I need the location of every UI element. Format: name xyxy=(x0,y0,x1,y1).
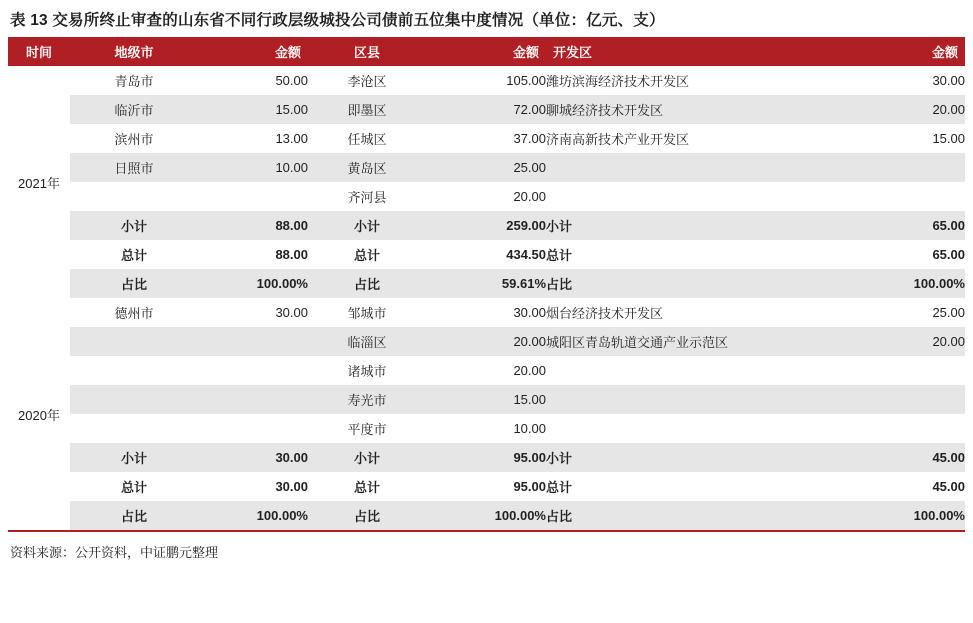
summary-row-share xyxy=(8,501,965,530)
cell-city-amount xyxy=(198,356,308,385)
cell-zone xyxy=(546,182,836,211)
table-row xyxy=(8,153,965,182)
label-total-district: 总计 xyxy=(308,472,426,501)
cell-city: 青岛市 xyxy=(70,66,198,95)
cell-zone xyxy=(546,356,836,385)
year-label-2021: 2021年 xyxy=(8,66,70,298)
label-share-zone: 占比 xyxy=(546,269,836,298)
cell-district-amount: 15.00 xyxy=(426,385,546,414)
cell-city xyxy=(70,356,198,385)
cell-zone xyxy=(546,153,836,182)
cell-district: 寿光市 xyxy=(308,385,426,414)
column-header-city-amount: 金额 xyxy=(198,37,308,66)
cell-district: 平度市 xyxy=(308,414,426,443)
table-row xyxy=(8,385,965,414)
cell-zone: 烟台经济技术开发区 xyxy=(546,298,836,327)
label-subtotal-zone: 小计 xyxy=(546,211,836,240)
cell-zone-amount: 30.00 xyxy=(836,66,965,95)
column-header-zone: 开发区 xyxy=(546,37,836,66)
value-share-zone: 100.00% xyxy=(836,501,965,530)
cell-zone: 城阳区青岛轨道交通产业示范区 xyxy=(546,327,836,356)
value-share-zone: 100.00% xyxy=(836,269,965,298)
cell-zone-amount: 20.00 xyxy=(836,327,965,356)
cell-city: 滨州市 xyxy=(70,124,198,153)
summary-row-total xyxy=(8,472,965,501)
value-share-district: 59.61% xyxy=(426,269,546,298)
cell-city xyxy=(70,327,198,356)
cell-district: 邹城市 xyxy=(308,298,426,327)
table-row xyxy=(8,66,965,95)
value-subtotal-city: 88.00 xyxy=(198,211,308,240)
table-row xyxy=(8,124,965,153)
label-share-district: 占比 xyxy=(308,269,426,298)
summary-row-total xyxy=(8,240,965,269)
cell-city-amount: 10.00 xyxy=(198,153,308,182)
cell-zone: 潍坊滨海经济技术开发区 xyxy=(546,66,836,95)
table-row xyxy=(8,414,965,443)
table-row xyxy=(8,95,965,124)
summary-row-subtotal xyxy=(8,211,965,240)
column-header-zone-amount: 金额 xyxy=(836,37,965,66)
value-total-zone: 45.00 xyxy=(836,472,965,501)
cell-city: 日照市 xyxy=(70,153,198,182)
table-row xyxy=(8,182,965,211)
cell-zone xyxy=(546,414,836,443)
cell-district-amount: 25.00 xyxy=(426,153,546,182)
cell-city-amount xyxy=(198,414,308,443)
value-total-city: 88.00 xyxy=(198,240,308,269)
cell-district: 李沧区 xyxy=(308,66,426,95)
label-subtotal-city: 小计 xyxy=(70,443,198,472)
cell-district: 即墨区 xyxy=(308,95,426,124)
cell-district: 任城区 xyxy=(308,124,426,153)
cell-district-amount: 20.00 xyxy=(426,182,546,211)
summary-row-subtotal xyxy=(8,443,965,472)
table-row xyxy=(8,356,965,385)
label-total-zone: 总计 xyxy=(546,472,836,501)
cell-city-amount xyxy=(198,182,308,211)
value-subtotal-zone: 45.00 xyxy=(836,443,965,472)
column-header-time: 时间 xyxy=(8,37,70,66)
value-share-city: 100.00% xyxy=(198,269,308,298)
cell-zone-amount: 15.00 xyxy=(836,124,965,153)
value-subtotal-district: 95.00 xyxy=(426,443,546,472)
label-total-city: 总计 xyxy=(70,240,198,269)
label-subtotal-district: 小计 xyxy=(308,443,426,472)
cell-zone-amount xyxy=(836,385,965,414)
column-header-city: 地级市 xyxy=(70,37,198,66)
label-subtotal-district: 小计 xyxy=(308,211,426,240)
cell-district: 黄岛区 xyxy=(308,153,426,182)
source-note: 资料来源：公开资料，中证鹏元整理 xyxy=(10,545,219,560)
table-row xyxy=(8,327,965,356)
table-body xyxy=(8,66,965,530)
label-total-city: 总计 xyxy=(70,472,198,501)
cell-city: 临沂市 xyxy=(70,95,198,124)
cell-district-amount: 10.00 xyxy=(426,414,546,443)
value-total-district: 95.00 xyxy=(426,472,546,501)
cell-city-amount: 15.00 xyxy=(198,95,308,124)
label-subtotal-zone: 小计 xyxy=(546,443,836,472)
page-title: 表 13 交易所终止审查的山东省不同行政层级城投公司债前五位集中度情况（单位：亿元、支） xyxy=(10,12,665,29)
column-header-district: 区县 xyxy=(308,37,426,66)
header-row xyxy=(8,37,965,66)
cell-zone xyxy=(546,385,836,414)
cell-city-amount xyxy=(198,327,308,356)
value-share-city: 100.00% xyxy=(198,501,308,530)
cell-zone-amount: 20.00 xyxy=(836,95,965,124)
table-row xyxy=(8,298,965,327)
year-label-2020: 2020年 xyxy=(8,298,70,530)
table-container xyxy=(8,37,965,532)
column-header-district-amount: 金额 xyxy=(426,37,546,66)
cell-district-amount: 37.00 xyxy=(426,124,546,153)
cell-city-amount: 50.00 xyxy=(198,66,308,95)
cell-city xyxy=(70,414,198,443)
cell-city-amount xyxy=(198,385,308,414)
cell-zone-amount: 25.00 xyxy=(836,298,965,327)
label-total-district: 总计 xyxy=(308,240,426,269)
cell-city: 德州市 xyxy=(70,298,198,327)
summary-row-share xyxy=(8,269,965,298)
cell-city xyxy=(70,385,198,414)
value-total-zone: 65.00 xyxy=(836,240,965,269)
cell-district: 齐河县 xyxy=(308,182,426,211)
cell-city-amount: 30.00 xyxy=(198,298,308,327)
label-share-district: 占比 xyxy=(308,501,426,530)
cell-district-amount: 72.00 xyxy=(426,95,546,124)
concentration-table xyxy=(8,37,965,530)
cell-district: 诸城市 xyxy=(308,356,426,385)
value-total-city: 30.00 xyxy=(198,472,308,501)
cell-zone-amount xyxy=(836,182,965,211)
label-subtotal-city: 小计 xyxy=(70,211,198,240)
cell-district-amount: 30.00 xyxy=(426,298,546,327)
cell-zone-amount xyxy=(836,153,965,182)
cell-city xyxy=(70,182,198,211)
cell-city-amount: 13.00 xyxy=(198,124,308,153)
value-subtotal-city: 30.00 xyxy=(198,443,308,472)
cell-district-amount: 20.00 xyxy=(426,327,546,356)
cell-zone: 聊城经济技术开发区 xyxy=(546,95,836,124)
cell-zone-amount xyxy=(836,356,965,385)
label-total-zone: 总计 xyxy=(546,240,836,269)
label-share-city: 占比 xyxy=(70,501,198,530)
value-subtotal-district: 259.00 xyxy=(426,211,546,240)
value-total-district: 434.50 xyxy=(426,240,546,269)
label-share-zone: 占比 xyxy=(546,501,836,530)
cell-district-amount: 20.00 xyxy=(426,356,546,385)
cell-district: 临淄区 xyxy=(308,327,426,356)
cell-district-amount: 105.00 xyxy=(426,66,546,95)
value-share-district: 100.00% xyxy=(426,501,546,530)
label-share-city: 占比 xyxy=(70,269,198,298)
value-subtotal-zone: 65.00 xyxy=(836,211,965,240)
cell-zone-amount xyxy=(836,414,965,443)
table-header xyxy=(8,37,965,66)
cell-zone: 济南高新技术产业开发区 xyxy=(546,124,836,153)
